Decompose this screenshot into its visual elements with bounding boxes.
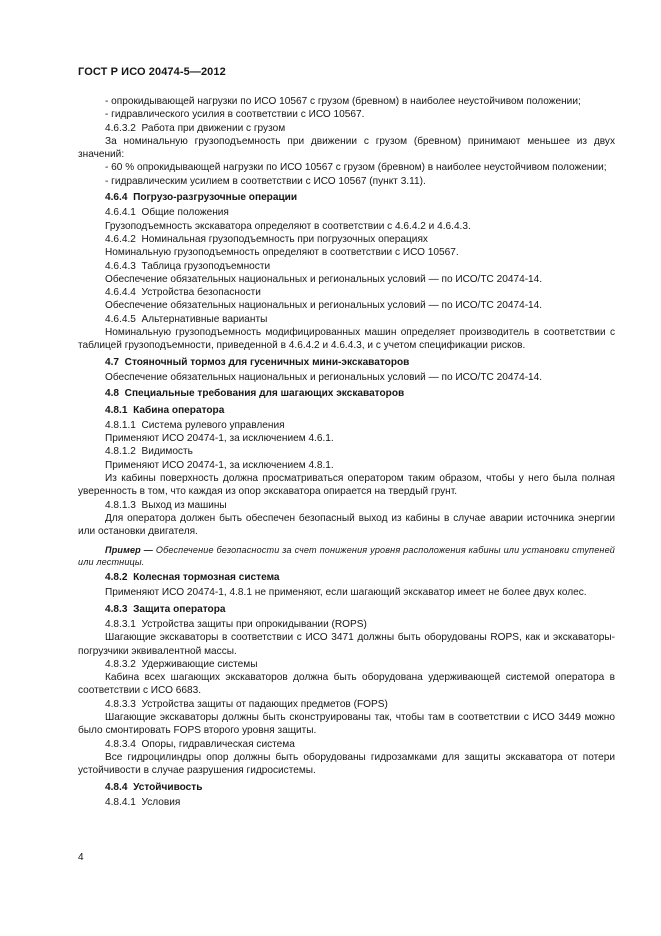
section-number: 4.8.1 [105, 404, 128, 416]
subsection-number: 4.6.3.2 [105, 122, 136, 134]
subsection-number: 4.6.4.1 [105, 207, 136, 219]
subsection-title: Таблица грузоподъемности [141, 260, 271, 272]
subsection-number: 4.8.1.2 [105, 446, 136, 458]
subsection-heading [78, 286, 615, 299]
subsection-heading [78, 313, 615, 326]
subsection-title: Номинальная грузоподъемность при погрузочных операциях [141, 233, 428, 245]
subsection-heading [78, 796, 615, 809]
paragraph: Обеспечение обязательных национальных и региональных условий — по ИСО/ТС 20474-14. [105, 273, 543, 285]
paragraph: Для оператора должен быть обеспечен безопасный выход из кабины в случае аварии источника энергии или остановки двигателя. [78, 512, 615, 538]
section-number: 4.8.4 [105, 781, 128, 793]
section-number: 4.6.4 [105, 192, 128, 204]
paragraph: - опрокидывающей нагрузки по ИСО 10567 с грузом (бревном) в наиболее неустойчивом положении; [105, 96, 581, 107]
section-heading [78, 387, 615, 400]
subsection-heading [78, 618, 615, 631]
subsection-title: Альтернативные варианты [141, 313, 268, 325]
subsection-number: 4.6.4.5 [105, 313, 136, 325]
subsection-number: 4.8.4.1 [105, 796, 136, 808]
subsection-title: Система рулевого управления [141, 419, 285, 431]
document-header: ГОСТ Р ИСО 20474-5—2012 [78, 66, 226, 78]
subsection-number: 4.8.3.3 [105, 698, 136, 710]
section-heading [78, 404, 615, 417]
paragraph: Номинальную грузоподъемность определяют в соответствии с ИСО 10567. [105, 247, 459, 259]
subsection-number: 4.8.1.1 [105, 419, 136, 431]
paragraph: Применяют ИСО 20474-1, за исключением 4.6.1. [105, 433, 334, 445]
section-title: Погрузо-разгрузочные операции [133, 192, 298, 204]
subsection-heading [78, 445, 615, 458]
section-heading [78, 191, 615, 204]
section-number: 4.8.3 [105, 603, 128, 615]
section-number: 4.7 [105, 356, 120, 368]
subsection-number: 4.6.4.4 [105, 287, 136, 299]
subsection-heading [78, 260, 615, 273]
paragraph: Обеспечение обязательных национальных и региональных условий — по ИСО/ТС 20474-14. [105, 371, 543, 383]
subsection-heading [78, 658, 615, 671]
paragraph: Грузоподъемность экскаватора определяют в соответствии с 4.6.4.2 и 4.6.4.3. [105, 220, 471, 232]
section-number: 4.8.2 [105, 572, 128, 584]
subsection-title: Устройства защиты при опрокидывании (ROPS) [141, 618, 367, 630]
note-text: Обеспечение безопасности за счет понижения уровня расположения кабины или установки ступеней или лестницы. [78, 544, 615, 567]
subsection-heading [78, 206, 615, 219]
subsection-title: Устройства безопасности [141, 287, 261, 299]
subsection-heading [78, 698, 615, 711]
section-title: Специальные требования для шагающих экскаваторов [124, 388, 405, 400]
subsection-title: Общие положения [141, 207, 229, 219]
paragraph: Кабина всех шагающих экскаваторов должна быть оборудована удерживающей системой оператора в соответствии с ИСО 6683. [78, 672, 615, 697]
note-label: Пример — [105, 544, 153, 555]
paragraph: Применяют ИСО 20474-1, 4.8.1 не применяют, если шагающий экскаватор имеет не более двух колес. [105, 587, 587, 599]
paragraph: Из кабины поверхность должна просматриваться оператором таким образом, чтобы у него была полная уверенность в том, что каждая из опор экскаватора опирается на твердый грунт. [78, 473, 615, 498]
paragraph: - гидравлическим усилием в соответствии с ИСО 10567 (пункт 3.11). [105, 175, 426, 187]
subsection-title: Видимость [141, 446, 193, 458]
subsection-title: Удерживающие системы [141, 658, 258, 670]
paragraph: Применяют ИСО 20474-1, за исключением 4.8.1. [105, 459, 334, 471]
section-title: Кабина оператора [133, 404, 225, 416]
subsection-title: Выход из машины [141, 499, 227, 511]
section-heading [78, 603, 615, 616]
subsection-number: 4.6.4.3 [105, 260, 136, 272]
subsection-title: Работа при движении с грузом [141, 122, 286, 134]
section-heading [78, 571, 615, 584]
section-title: Защита оператора [133, 603, 226, 615]
subsection-number: 4.8.1.3 [105, 499, 136, 511]
section-heading [78, 356, 615, 369]
subsection-heading [78, 122, 615, 135]
section-heading [78, 781, 615, 794]
paragraph: Все гидроцилиндры опор должны быть оборудованы гидрозамками для защиты экскаватора от потери устойчивости в случае разрушения гидросистемы. [78, 751, 615, 777]
section-title: Устойчивость [133, 781, 203, 793]
paragraph: Шагающие экскаваторы в соответствии с ИСО 3471 должны быть оборудованы ROPS, как и экскаваторы-погрузчики эквивалентной массы. [78, 632, 615, 657]
paragraph: Шагающие экскаваторы должны быть сконструированы так, чтобы там в соответствии с ИСО 3449 можно было смонтировать FOPS второго уровня защиты. [78, 712, 615, 737]
subsection-title: Условия [141, 796, 181, 808]
subsection-number: 4.8.3.1 [105, 618, 136, 630]
paragraph: За номинальную грузоподъемность при движении с грузом (бревном) принимают меньшее из двух значений: [78, 135, 615, 161]
subsection-title: Устройства защиты от падающих предметов (FOPS) [141, 698, 388, 710]
section-number: 4.8 [105, 388, 120, 400]
subsection-heading [78, 419, 615, 432]
subsection-heading [78, 233, 615, 246]
paragraph: Обеспечение обязательных национальных и региональных условий — по ИСО/ТС 20474-14. [105, 300, 543, 312]
subsection-number: 4.6.4.2 [105, 233, 136, 245]
paragraph: - 60 % опрокидывающей нагрузки по ИСО 10567 с грузом (бревном) в наиболее неустойчивом положении; [105, 162, 607, 174]
section-title: Стояночный тормоз для гусеничных мини-экскаваторов [124, 356, 410, 368]
section-title: Колесная тормозная система [133, 572, 280, 584]
subsection-number: 4.8.3.2 [105, 658, 136, 670]
example-note [78, 544, 615, 569]
subsection-heading [78, 738, 615, 751]
subsection-number: 4.8.3.4 [105, 738, 136, 750]
document-body [78, 95, 615, 809]
subsection-heading [78, 499, 615, 512]
paragraph: Номинальную грузоподъемность модифицированных машин определяет производитель в соответствии с таблицей грузоподъемности, приведенной в 4.6.4.2 и 4.6.4.3, и с учетом спецификации рисков. [78, 327, 615, 352]
subsection-title: Опоры, гидравлическая система [141, 738, 295, 750]
paragraph: - гидравлического усилия в соответствии с ИСО 10567. [105, 109, 365, 121]
page-number: 4 [78, 852, 84, 863]
